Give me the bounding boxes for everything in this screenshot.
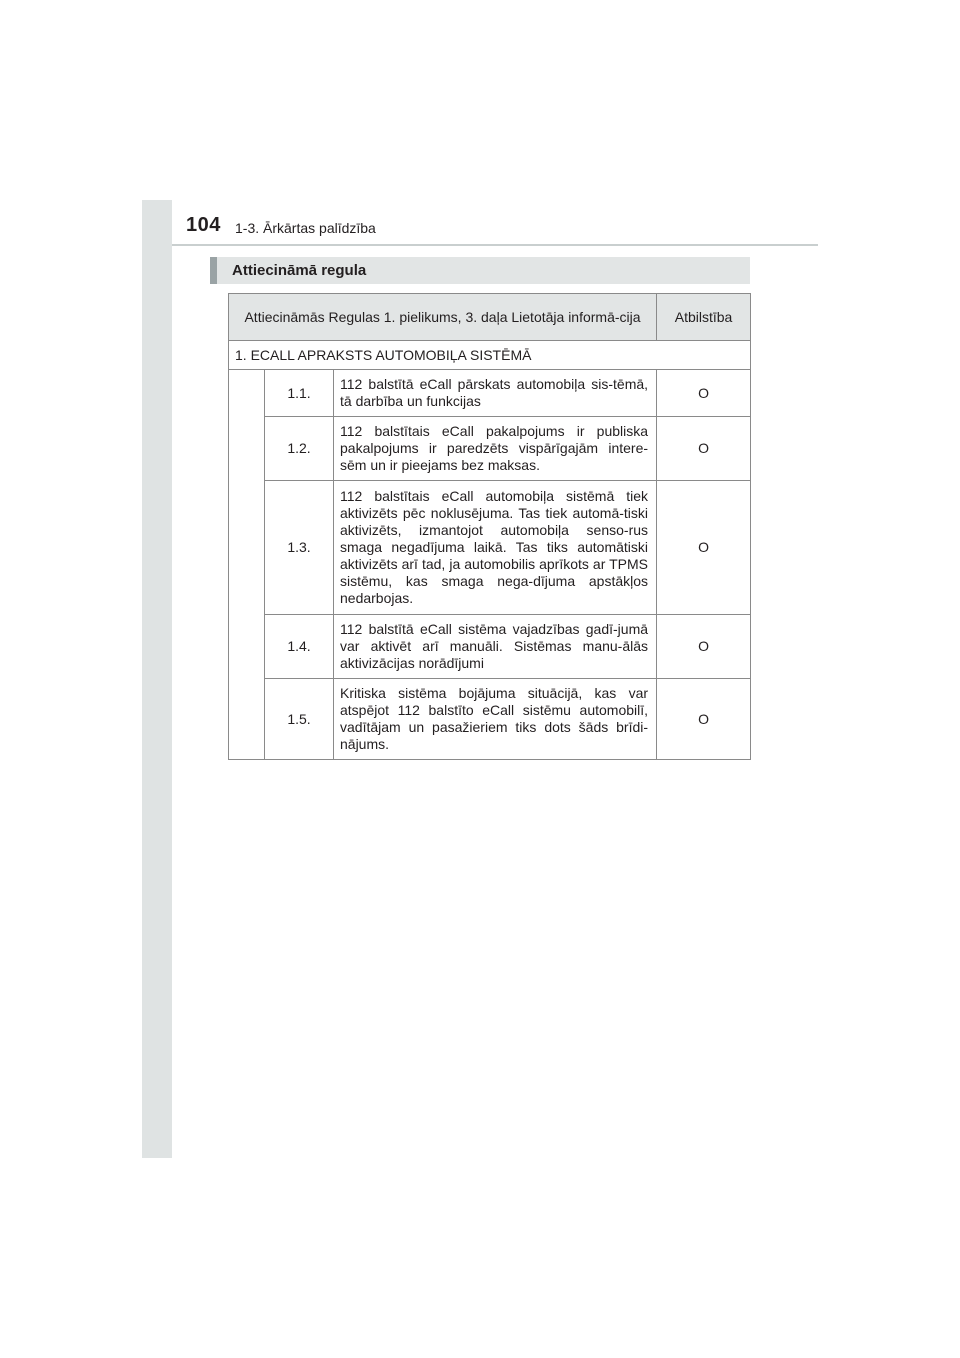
table-section-row: [229, 341, 751, 370]
row-number: 1.4.: [265, 615, 334, 679]
indent-cell: [229, 370, 265, 760]
table-row: [229, 481, 751, 615]
table-row: [229, 417, 751, 481]
header-requirement: Attiecināmās Regulas 1. pielikums, 3. daļa Lietotāja informā-cija: [229, 294, 657, 341]
row-text: 112 balstītā eCall sistēma vajadzības gadī-jumā var aktivēt arī manuāli. Sistēmas manu-ālās aktivizācijas norādījumi: [334, 615, 657, 679]
page-number: 104: [186, 214, 221, 236]
row-number: 1.1.: [265, 370, 334, 417]
row-number: 1.5.: [265, 679, 334, 760]
row-compliance: O: [657, 615, 751, 679]
row-number: 1.2.: [265, 417, 334, 481]
regulation-table: [228, 293, 751, 760]
table-row: [229, 615, 751, 679]
row-text: 112 balstītais eCall automobiļa sistēmā tiek aktivizēts pēc noklusējuma. Tas tiek automā-tiski aktivizēts, izmantojot automobiļa senso-rus smaga negadījuma laikā. Tas tiks automātiski aktivizēts arī tad, ja automobilis aprīkots ar TPMS sistēmu, kas smaga nega-dījuma apstākļos nedarbojas.: [334, 481, 657, 615]
table-row: [229, 679, 751, 760]
chapter-title: 1-3. Ārkārtas palīdzība: [235, 220, 376, 236]
row-compliance: O: [657, 417, 751, 481]
section-title: Attiecināmā regula: [232, 262, 367, 279]
table-row: [229, 370, 751, 417]
row-compliance: O: [657, 370, 751, 417]
row-text: Kritiska sistēma bojājuma situācijā, kas var atspējot 112 balstīto eCall sistēmu automobilī, vadītājam un pasažieriem tiks dots šāds brīdi-nājums.: [334, 679, 657, 760]
row-text: 112 balstītais eCall pakalpojums ir publiska pakalpojums ir paredzēts vispārīgajām intere-sēm un ir pieejams bez maksas.: [334, 417, 657, 481]
header-rule: [172, 244, 818, 246]
row-text: 112 balstītā eCall pārskats automobiļa sis-tēmā, tā darbība un funkcijas: [334, 370, 657, 417]
section-header-bar: [210, 257, 750, 284]
table-header-row: [229, 294, 751, 341]
table-section-title: 1. ECALL APRAKSTS AUTOMOBIĻA SISTĒMĀ: [229, 341, 751, 370]
row-compliance: O: [657, 481, 751, 615]
row-compliance: O: [657, 679, 751, 760]
header-compliance: Atbilstība: [657, 294, 751, 341]
side-strip: [142, 200, 172, 1158]
row-number: 1.3.: [265, 481, 334, 615]
